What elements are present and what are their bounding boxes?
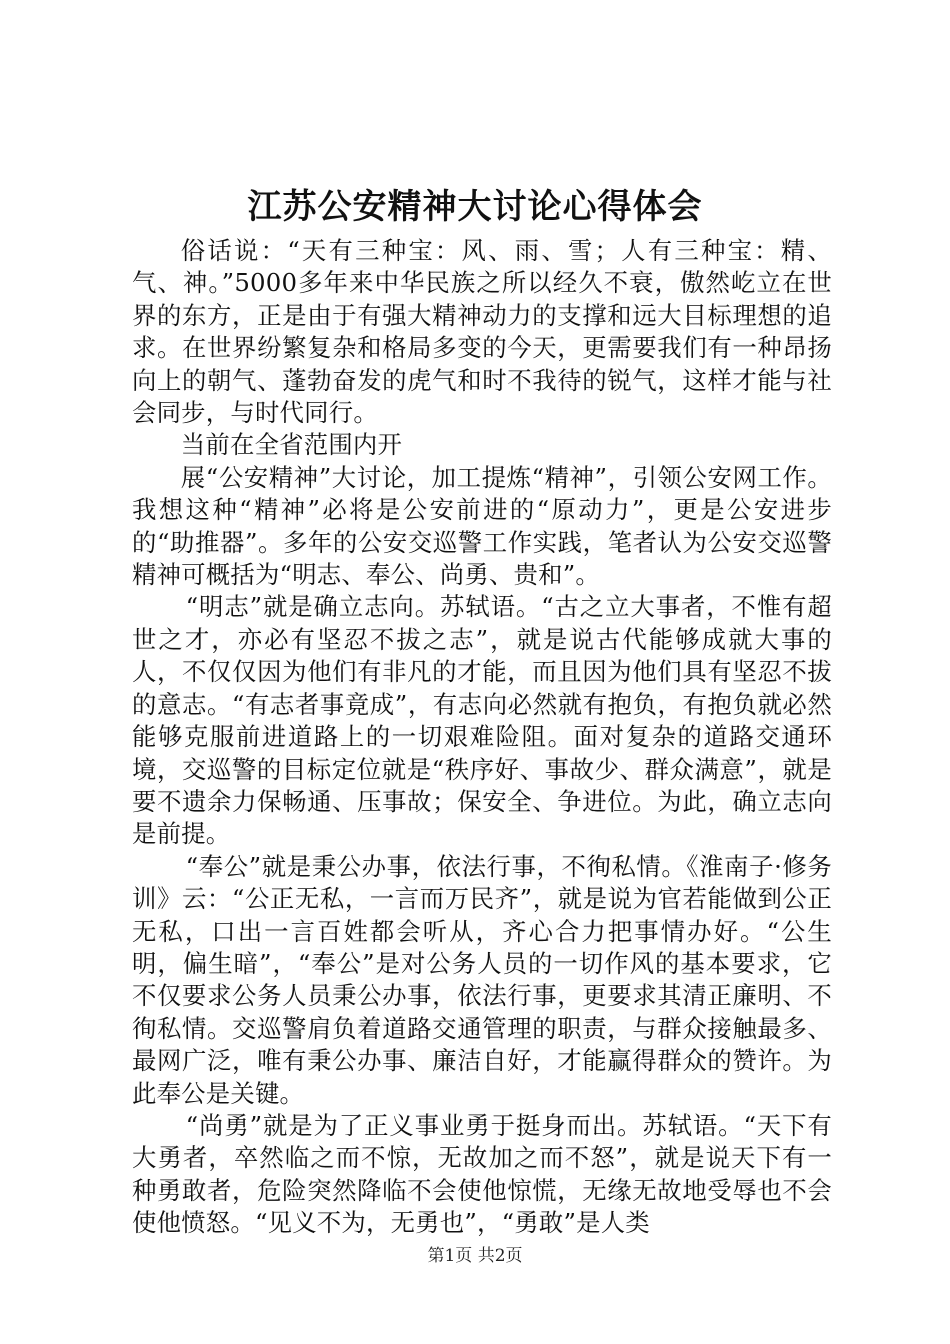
paragraph-current: 当前在全省范围内开 [180, 430, 403, 460]
document-body [132, 235, 832, 1240]
paragraph-fenggong: “奉公”就是秉公办事，依法行事，不徇私情。《淮南子·修务训》云：“公正无私，一言而万民齐”，就是说为官若能做到公正无私，口出一言百姓都会听从，齐心合力把事情办好。“公生明，偏生暗”，“奉公”是对公务人员的一切作风的基本要求，它不仅要求公务人员秉公办事，依法行事，更要求其清正廉明、不徇私情。交巡警肩负着道路交通管理的职责，与群众接触最多、最网广泛，唯有秉公办事、廉洁自好，才能赢得群众的赞许。为此奉公是关键。 [132, 851, 832, 1108]
paragraph-discussion: 展“公安精神”大讨论，加工提炼“精神”，引领公安网工作。我想这种“精神”必将是公安前进的“原动力”，更是公安进步的“助推器”。多年的公安交巡警工作实践，笔者认为公安交巡警精神可概括为“明志、奉公、尚勇、贵和”。 [132, 462, 832, 590]
paragraph-mingzhi: “明志”就是确立志向。苏轼语。“古之立大事者，不惟有超世之才，亦必有坚忍不拔之志”，就是说古代能够成就大事的人，不仅仅因为他们有非凡的才能，而且因为他们具有坚忍不拔的意志。“有志者事竟成”，有志向必然就有抱负，有抱负就必然能够克服前进道路上的一切艰难险阻。面对复杂的道路交通环境，交巡警的目标定位就是“秩序好、事故少、群众满意”，就是要不遗余力保畅通、压事故；保安全、争进位。为此，确立志向是前提。 [132, 592, 832, 849]
page-number-footer: 第1页 共2页 [427, 1246, 523, 1266]
document-title: 江苏公安精神大讨论心得体会 [247, 187, 703, 227]
paragraph-intro: 俗话说：“天有三种宝：风、雨、雪；人有三种宝：精、气、神。”5000多年来中华民族之所以经久不衰，傲然屹立在世界的东方，正是由于有强大精神动力的支撑和远大目标理想的追求。在世界纷繁复杂和格局多变的今天，更需要我们有一种昂扬向上的朝气、蓬勃奋发的虎气和时不我待的锐气，这样才能与社会同步，与时代同行。 [132, 236, 832, 428]
paragraph-shangyong: “尚勇”就是为了正义事业勇于挺身而出。苏轼语。“天下有大勇者，卒然临之而不惊，无故加之而不怒”，就是说天下有一种勇敢者，危险突然降临不会使他惊慌，无缘无故地受辱也不会使他愤怒。“见义不为，无勇也”，“勇敢”是人类 [132, 1110, 832, 1238]
